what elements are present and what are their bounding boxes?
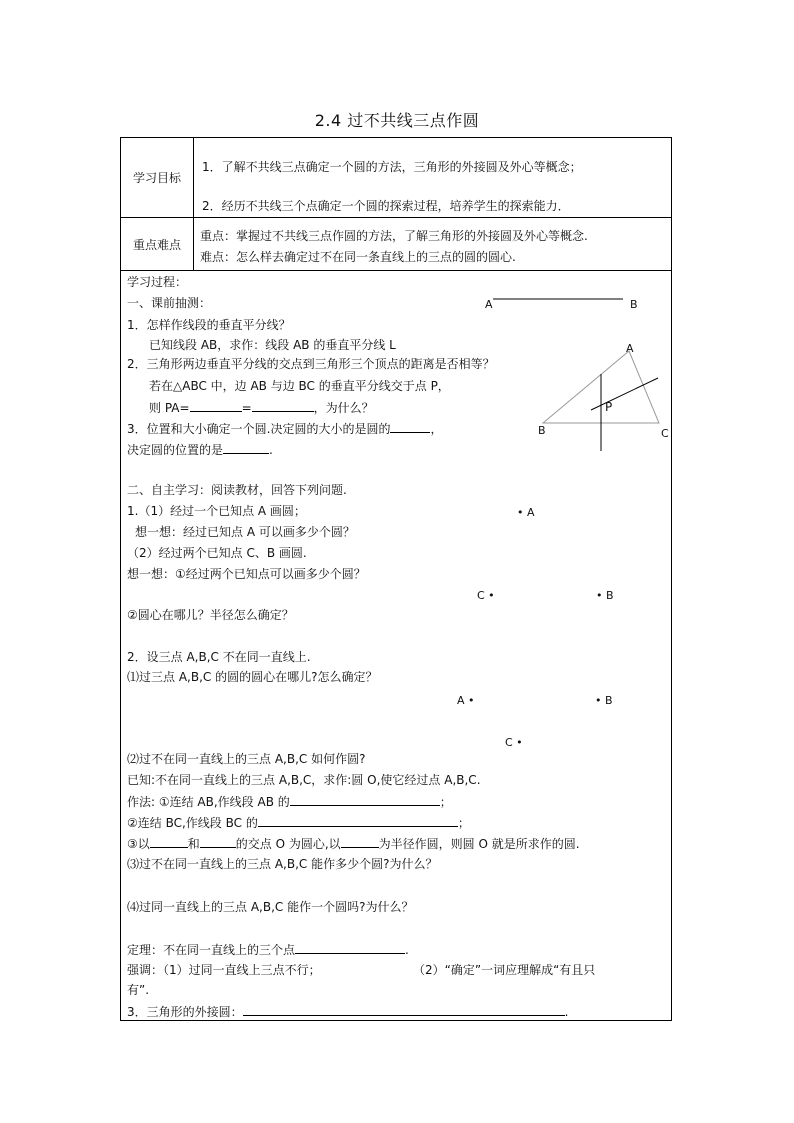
self-study-2-2: ⑵过不在同一直线上的三点 A,B,C 如何作圆? <box>127 752 366 766</box>
circumcircle-definition: 3．三角形的外接圆： . <box>127 1005 569 1019</box>
triangle-label-p: P <box>605 400 613 414</box>
self-study-1-think: 想一想：经过已知点 A 可以画多少个圆？ <box>135 525 355 539</box>
objectives-label: 学习目标 <box>121 138 194 217</box>
key-point-item: 难点：怎么样去确定过不在同一条直线上的三点的圆的圆心. <box>200 250 516 264</box>
page-title: 2.4 过不共线三点作圆 <box>314 111 480 130</box>
emphasis-2: （2）“确定”一词应理解成“有且只 <box>413 963 596 977</box>
construction-step-2: ②连结 BC,作线段 BC 的 ； <box>127 816 470 830</box>
segment-label-b: B <box>630 298 638 311</box>
point-b-three: • B <box>595 694 613 707</box>
objective-item: 1．了解不共线三点确定一个圆的方法，三角形的外接圆及外心等概念； <box>202 160 582 174</box>
worksheet-table <box>120 137 672 1021</box>
question-2: 2．三角形两边垂直平分线的交点到三角形三个顶点的距离是否相等？ <box>127 357 495 371</box>
self-study-1-2-question: ②圆心在哪儿？半径怎么确定？ <box>127 608 294 622</box>
self-study-1-2: （2）经过两个已知点 C、B 画圆. <box>127 546 307 560</box>
construction-step-1: 作法: ①连结 AB,作线段 AB 的 ； <box>127 795 452 809</box>
key-point-item: 重点：掌握过不共线三点作圆的方法，了解三角形的外接圆及外心等概念. <box>200 229 588 243</box>
self-study-2: 2．设三点 A,B,C 不在同一直线上. <box>127 650 311 664</box>
self-study-2-1: ⑴过三点 A,B,C 的圆的圆心在哪儿?怎么确定？ <box>127 670 378 684</box>
pa-why: ，为什么？ <box>313 401 374 415</box>
question-2-detail: 若在△ABC 中，边 AB 与边 BC 的垂直平分线交于点 P， <box>149 379 450 393</box>
self-study-1-2-think: 想一想：①经过两个已知点可以画多少个圆？ <box>127 567 366 581</box>
segment-label-a: A <box>485 298 493 311</box>
objective-item: 2．经历不共线三个点确定一个圆的探索过程，培养学生的探索能力． <box>202 199 570 213</box>
self-study-2-known: 已知:不在同一直线上的三点 A,B,C，求作:圆 O,使它经过点 A,B,C. <box>127 773 481 787</box>
point-c: C • <box>477 589 495 602</box>
figures-svg <box>121 138 673 1022</box>
self-study-2-3: ⑶过不在同一直线上的三点 A,B,C 能作多少个圆?为什么？ <box>127 857 438 871</box>
point-a-three: A • <box>457 694 475 707</box>
part1-heading: 一、课前抽测： <box>127 296 212 310</box>
pa-equals: = <box>241 401 252 415</box>
emphasis-3: 有”. <box>127 983 150 997</box>
self-study-2-4: ⑷过同一直线上的三点 A,B,C 能作一个圆吗?为什么？ <box>127 900 414 914</box>
triangle-label-b: B <box>538 424 546 437</box>
point-c-three: C • <box>505 736 523 749</box>
process-heading: 学习过程： <box>127 275 188 289</box>
construction-step-3: ③以 和 的交点 O 为圆心,以 为半径作圆，则圆 O 就是所求作的圆. <box>127 837 580 851</box>
question-3-cont: 决定圆的位置的是 . <box>127 443 273 457</box>
triangle-label-a: A <box>626 342 634 355</box>
pa-text: 则 PA= <box>149 401 190 415</box>
point-b: • B <box>596 589 614 602</box>
key-points-label: 重点难点 <box>121 218 194 270</box>
theorem: 定理：不在同一直线上的三个点 . <box>127 943 409 957</box>
question-3: 3．位置和大小确定一个圆.决定圆的大小的是圆的 ， <box>127 422 443 436</box>
emphasis-1: 强调：（1）过同一直线上三点不行； <box>127 963 321 977</box>
part2-heading: 二、自主学习：阅读教材，回答下列问题. <box>127 483 347 497</box>
point-a: • A <box>517 506 535 519</box>
triangle-label-c: C <box>661 427 669 440</box>
self-study-1: 1.（1）经过一个已知点 A 画圆； <box>127 504 306 518</box>
question-1: 1．怎样作线段的垂直平分线？ <box>127 318 291 332</box>
question-1-detail: 已知线段 AB，求作：线段 AB 的垂直平分线 L <box>149 338 396 352</box>
